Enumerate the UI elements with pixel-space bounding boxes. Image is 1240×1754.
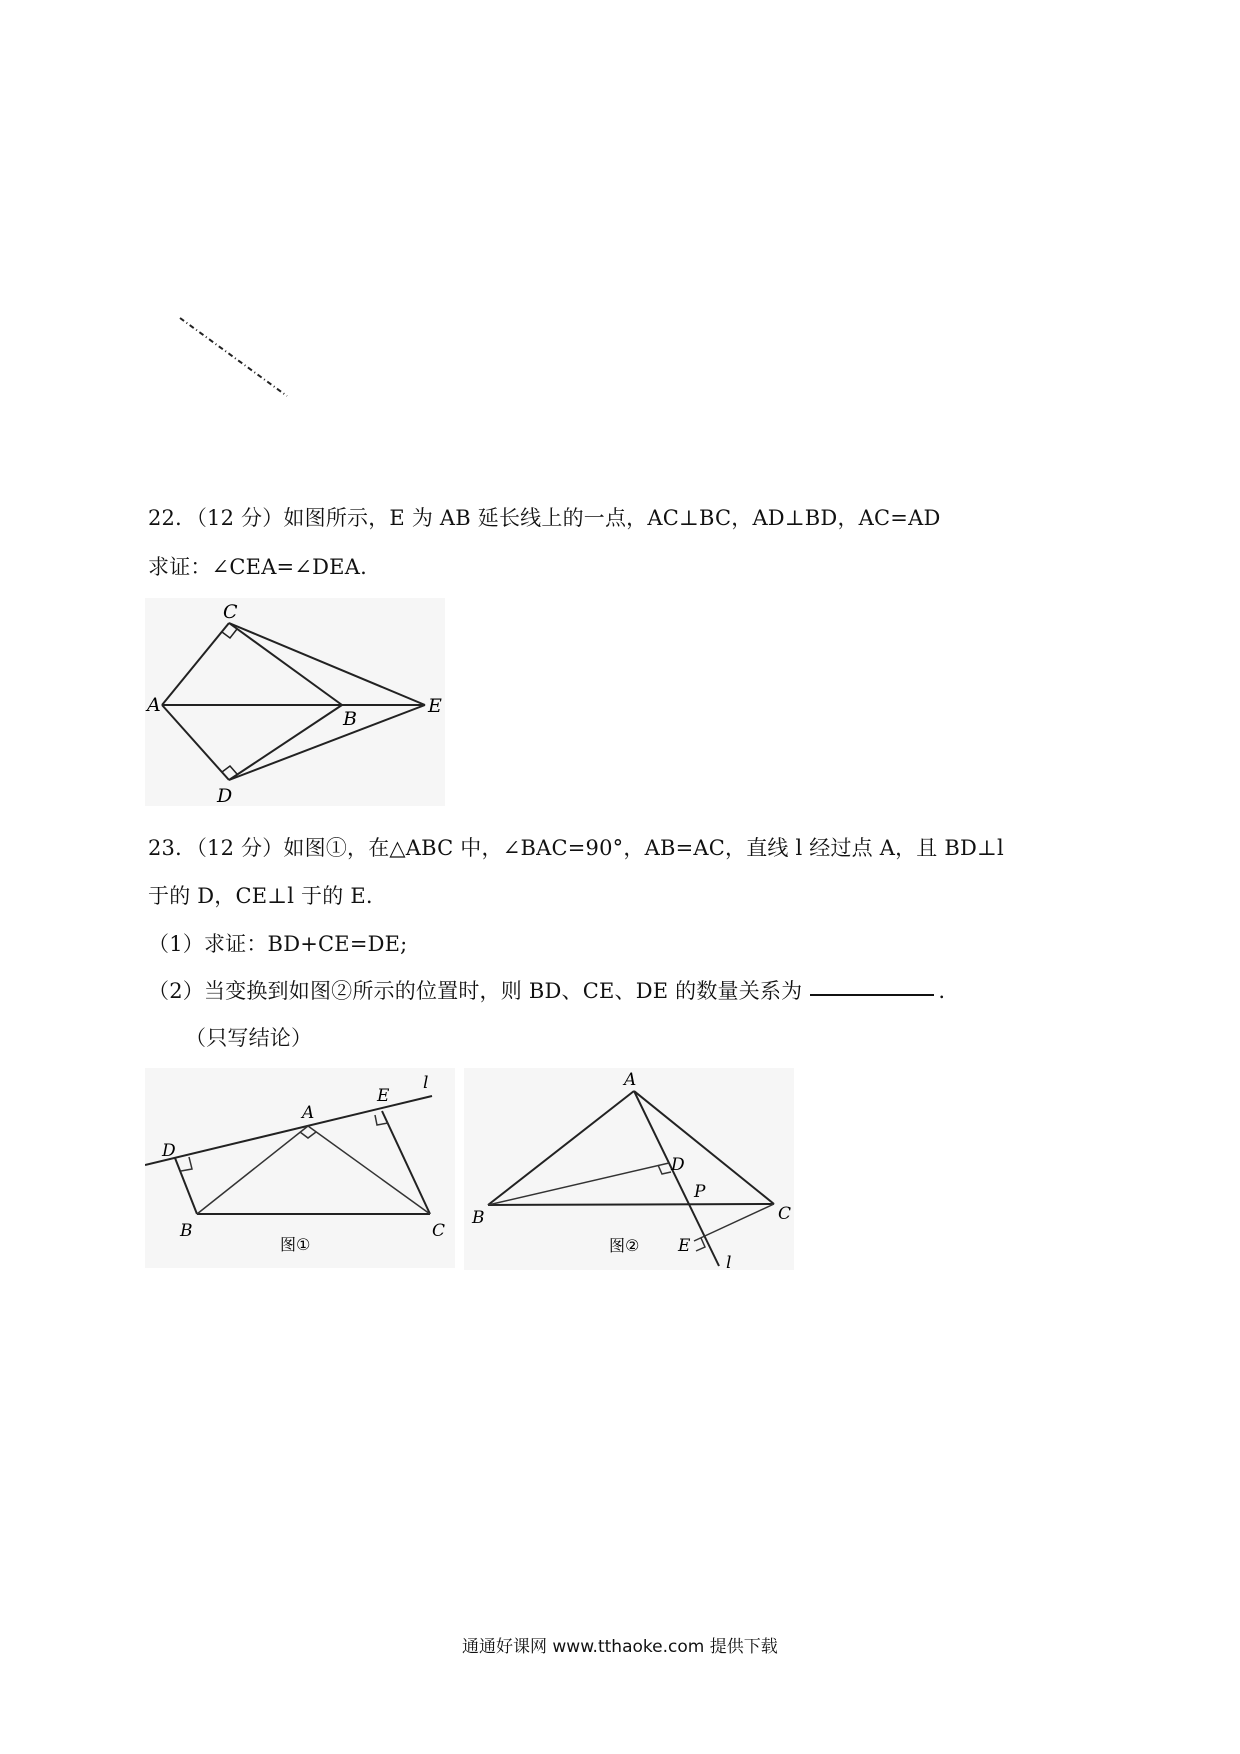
label-D: D <box>162 1141 176 1161</box>
label-A: A <box>302 1103 315 1123</box>
q22-figure <box>145 598 445 806</box>
q23-part2-period: . <box>938 979 946 1003</box>
label-P: P <box>694 1182 706 1202</box>
dashed-line-fragment <box>170 310 290 400</box>
label-B: B <box>472 1208 485 1228</box>
label-l: l <box>726 1253 732 1270</box>
q22-prove: 求证：∠CEA=∠DEA. <box>148 555 367 579</box>
label-E: E <box>377 1086 390 1106</box>
q23-figure-2 <box>464 1068 794 1270</box>
label-A: A <box>147 694 161 716</box>
q23-part2 <box>148 975 945 1005</box>
label-C: C <box>223 601 238 623</box>
segment-BC <box>488 1204 774 1205</box>
label-D: D <box>671 1155 685 1175</box>
q22-statement: 22．（12 分）如图所示，E 为 AB 延长线上的一点，AC⊥BC，AD⊥BD，AC=AD <box>148 506 941 530</box>
q23-part2-text: （2）当变换到如图②所示的位置时，则 BD、CE、DE 的数量关系为 <box>148 979 803 1003</box>
label-B: B <box>343 708 357 730</box>
figure-1-caption: 图① <box>280 1235 311 1254</box>
label-l: l <box>423 1073 429 1093</box>
q23-part2-note: （只写结论） <box>185 1026 313 1050</box>
label-A: A <box>624 1070 637 1090</box>
label-E: E <box>428 695 442 717</box>
figure-background <box>145 598 445 806</box>
label-C: C <box>432 1221 446 1241</box>
label-E: E <box>678 1236 691 1256</box>
label-D: D <box>217 785 233 806</box>
q23-part1: （1）求证：BD+CE=DE; <box>148 932 408 956</box>
page-footer: 通通好课网 www.tthaoke.com 提供下载 <box>462 1637 778 1657</box>
answer-blank[interactable] <box>810 993 934 996</box>
q23-statement: 23．（12 分）如图①，在△ABC 中，∠BAC=90°，AB=AC，直线 l 经过点 A，且 BD⊥l <box>148 836 1004 860</box>
figure-2-caption: 图② <box>609 1236 640 1255</box>
q23-figure-1 <box>145 1068 455 1268</box>
label-C: C <box>778 1204 792 1224</box>
q23-statement-cont: 于的 D，CE⊥l 于的 E. <box>148 884 373 908</box>
label-B: B <box>180 1221 193 1241</box>
